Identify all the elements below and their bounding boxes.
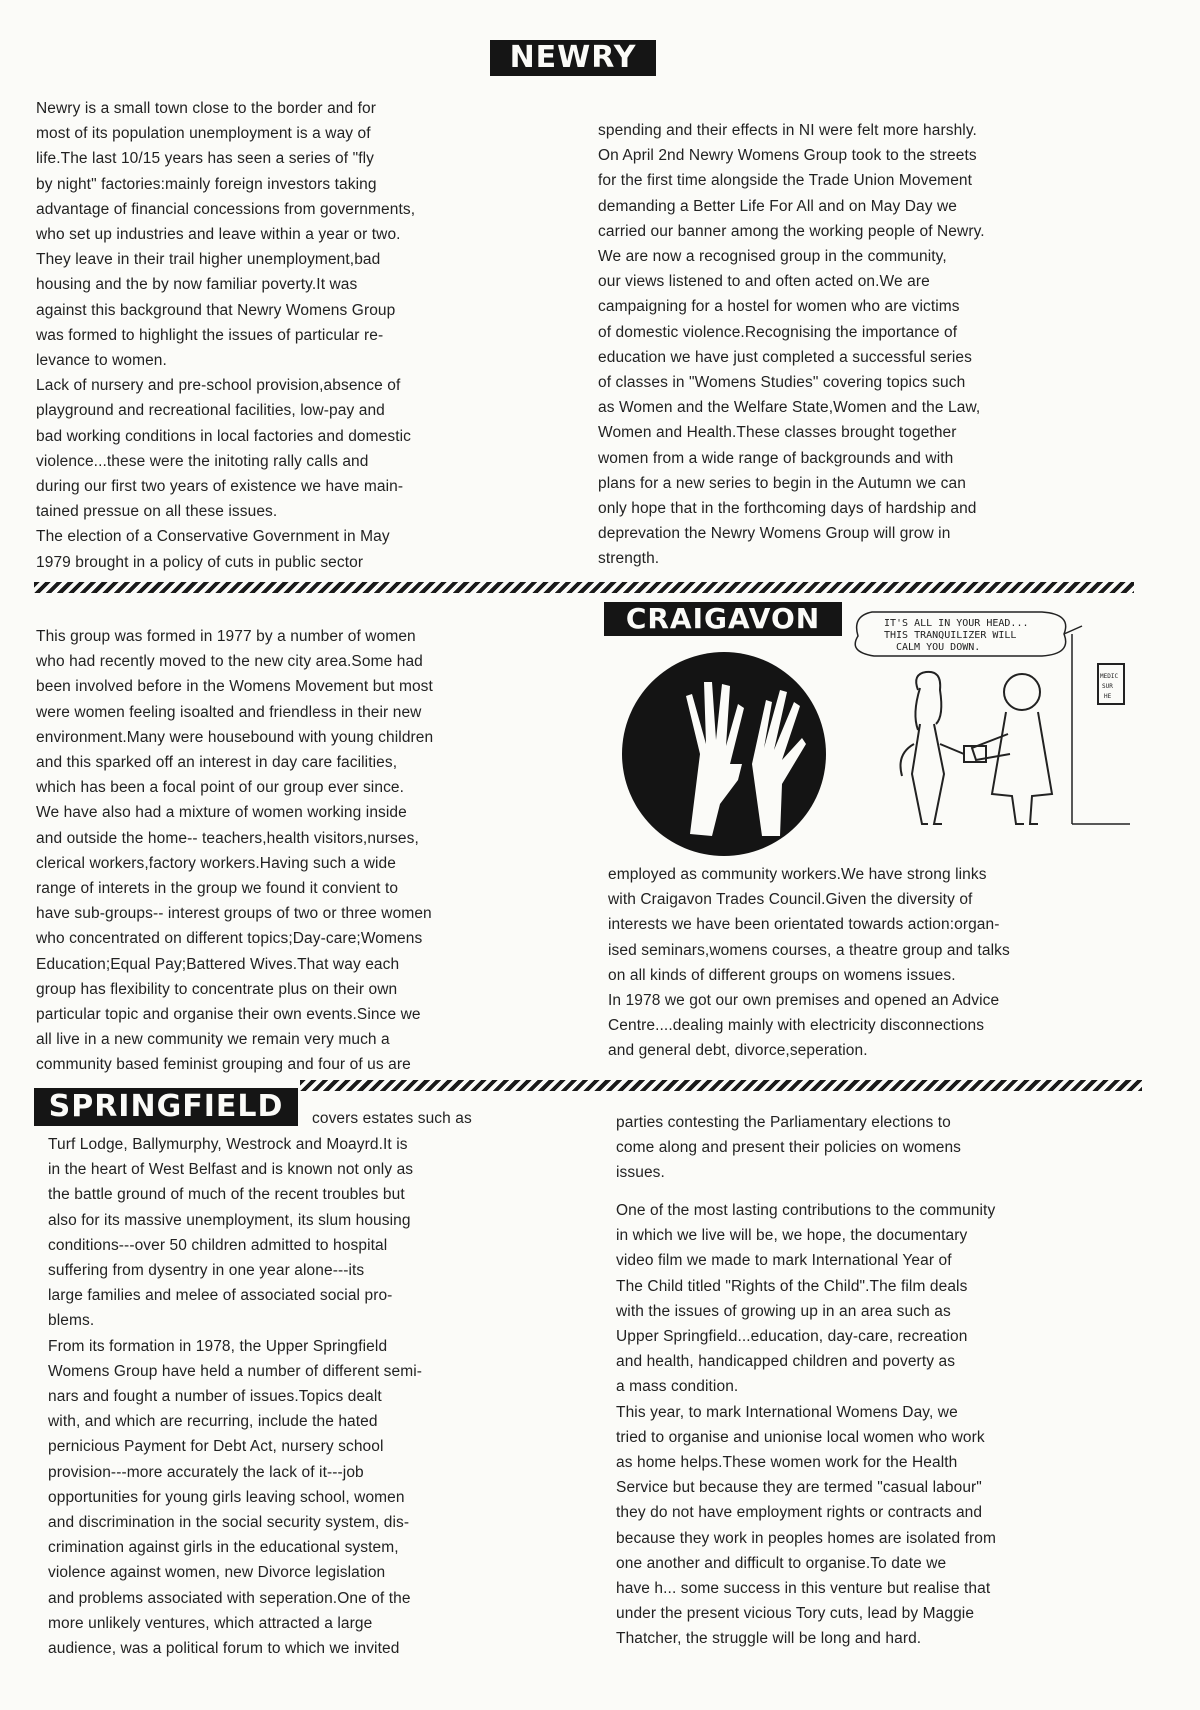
divider-rule-1: [34, 582, 1134, 593]
springfield-lead: covers estates such as: [312, 1110, 472, 1127]
sign-line-3: HE: [1104, 693, 1112, 700]
springfield-column-right-intro: parties contesting the Parliamentary elections to come along and present their policies on womens issues.: [616, 1114, 962, 1182]
springfield-heading: SPRINGFIELD: [34, 1088, 298, 1126]
speech-line-1: IT'S ALL IN YOUR HEAD...: [884, 618, 1029, 629]
sign-line-1: MEDIC: [1100, 673, 1119, 680]
springfield-column-right: One of the most lasting contributions to the community in which we live will be, we hope, the documentary video film we made to mark International Year of The Child titled "Rights of the Child".The film deals with the issues of growing up in an area such as Upper Springfield...education, day-care, recreation and health, handicapped children and poverty as a mass condition. This year, to mark International Womens Day, we tried to organise and unionise local women who work as home helps.These women work for the Health Service but because they are termed "casual labour" they do not have employment rights or contracts and because they work in peoples homes are isolated from one another and difficult to organise.To date we have h... some success in this venture but realise that under the present vicious Tory cuts, lead by Maggie Thatcher, the struggle will be long and hard.: [616, 1202, 996, 1648]
craigavon-column-right: employed as community workers.We have strong links with Craigavon Trades Council.Given the diversity of interests we have been orientated towards action:organ- ised seminars,womens courses, a theatre group and talks on all kinds of different groups on womens issues. In 1978 we got our own premises and opened an Advice Centre....dealing mainly with electricity disconnections and general debt, divorce,seperation.: [608, 866, 1010, 1060]
divider-rule-2: [300, 1080, 1142, 1091]
craigavon-column-left: This group was formed in 1977 by a number of women who had recently moved to the new city area.Some had been involved before in the Womens Movement but most were women feeling isoalted and friendless in their new environment.Many were housebound with young children and this sparked off an interest in day care facilities, which has been a focal point of our group ever since. We have also had a mixture of women working inside and outside the home-- teachers,health visitors,nurses, clerical workers,factory workers.Having such a wide range of interets in the group we found it convient to have sub-groups-- interest groups of two or three women who concentrated on different topics;Day-care;Womens Education;Equal Pay;Battered Wives.That way each group has flexibility to concentrate plus on their own particular topic and organise their own events.Since we all live in a new community we remain very much a community based feminist grouping and four of us are: [36, 628, 434, 1074]
newry-column-right: spending and their effects in NI were felt more harshly. On April 2nd Newry Womens Group took to the streets for the first time alongside the Trade Union Movement demanding a Better Life For All and on May Day we carried our banner among the working people of Newry. We are now a recognised group in the community, our views listened to and often acted on.We are campaigning for a hostel for women who are victims of domestic violence.Recognising the importance of education we have just completed a successful series of classes in "Womens Studies" covering topics such as Women and the Welfare State,Women and the Law, Women and Health.These classes brought together women from a wide range of backgrounds and with plans for a new series to begin in the Autumn we can only hope that in the forthcoming days of hardship and deprevation the Newry Womens Group will grow in strength.: [598, 122, 985, 568]
sign-line-2: SUR: [1102, 683, 1113, 690]
craigavon-cartoon: [612, 604, 1132, 864]
newry-heading: NEWRY: [490, 40, 656, 76]
springfield-column-left: Turf Lodge, Ballymurphy, Westrock and Moayrd.It is in the heart of West Belfast and is known not only as the battle ground of much of the recent troubles but also for its massive unemployment, its slum housing conditions---over 50 children admitted to hospital suffering from dysentry in one year alone---its large families and melee of associated social pro- blems. From its formation in 1978, the Upper Springfield Womens Group have held a number of different semi- nars and fought a number of issues.Topics dealt with, and which are recurring, include the hated pernicious Payment for Debt Act, nursery school provision---more accurately the lack of it---job opportunities for young girls leaving school, women and discrimination in the social security system, dis- crimination against girls in the educational system, violence against women, new Divorce legislation and problems associated with seperation.One of the more unlikely ventures, which attracted a large audience, was a political forum to which we invited: [48, 1136, 423, 1658]
craigavon-heading: CRAIGAVON: [604, 602, 842, 636]
speech-line-3: CALM YOU DOWN.: [896, 642, 981, 653]
speech-line-2: THIS TRANQUILIZER WILL: [884, 630, 1017, 641]
newry-column-left: Newry is a small town close to the border and for most of its population unemployment is a way of life.The last 10/15 years has seen a series of "fly by night" factories:mainly foreign investors taking advantage of financial concessions from governments, who set up industries and leave within a year or two. They leave in their trail higher unemployment,bad housing and the by now familiar poverty.It was against this background that Newry Womens Group was formed to highlight the issues of particular re- levance to women. Lack of nursery and pre-school provision,absence of playground and recreational facilities, low-pay and bad working conditions in local factories and domestic violence...these were the initoting rally calls and during our first two years of existence we have main- tained pressue on all these issues. The election of a Conservative Government in May 1979 brought in a policy of cuts in public sector: [36, 100, 416, 571]
